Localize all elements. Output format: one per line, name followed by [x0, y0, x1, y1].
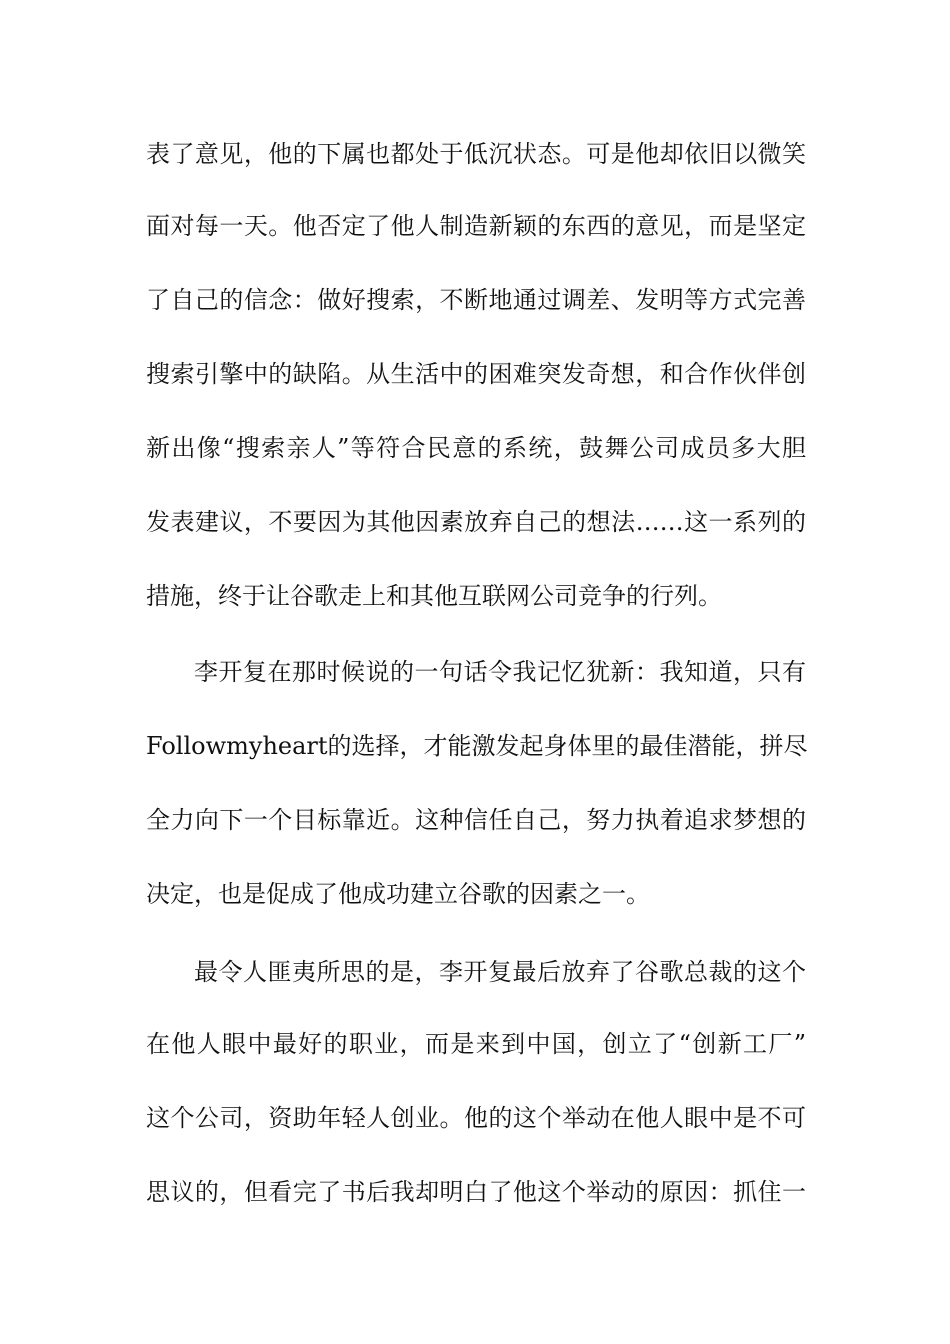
text-line-11: 决定，也是促成了他成功建立谷歌的因素之一。: [146, 880, 650, 908]
text-line-7: 措施，终于让谷歌走上和其他互联网公司竞争的行列。: [146, 582, 722, 610]
text-line-9: Followmyheart的选择，才能激发起身体里的最佳潜能，拼尽: [146, 732, 808, 760]
text-line-10: 全力向下一个目标靠近。这种信任自己，努力执着追求梦想的: [146, 806, 806, 834]
text-line-14: 这个公司，资助年轻人创业。他的这个举动在他人眼中是不可: [146, 1104, 806, 1132]
text-line-2: 面对每一天。他否定了他人制造新颖的东西的意见，而是坚定: [146, 212, 806, 240]
text-line-8: 李开复在那时候说的一句话令我记忆犹新：我知道，只有: [194, 658, 806, 686]
text-line-6: 发表建议，不要因为其他因素放弃自己的想法……这一系列的: [146, 508, 806, 536]
text-line-5: 新出像“搜索亲人”等符合民意的系统，鼓舞公司成员多大胆: [146, 434, 806, 462]
text-line-3: 了自己的信念：做好搜索，不断地通过调差、发明等方式完善: [146, 286, 806, 314]
text-line-1: 表了意见，他的下属也都处于低沉状态。可是他却依旧以微笑: [146, 140, 806, 168]
text-line-15: 思议的，但看完了书后我却明白了他这个举动的原因：抓住一: [146, 1178, 806, 1206]
text-line-4: 搜索引擎中的缺陷。从生活中的困难突发奇想，和合作伙伴创: [146, 360, 806, 388]
text-line-12: 最令人匪夷所思的是，李开复最后放弃了谷歌总裁的这个: [194, 958, 806, 986]
text-line-13: 在他人眼中最好的职业，而是来到中国，创立了“创新工厂”: [146, 1030, 806, 1058]
